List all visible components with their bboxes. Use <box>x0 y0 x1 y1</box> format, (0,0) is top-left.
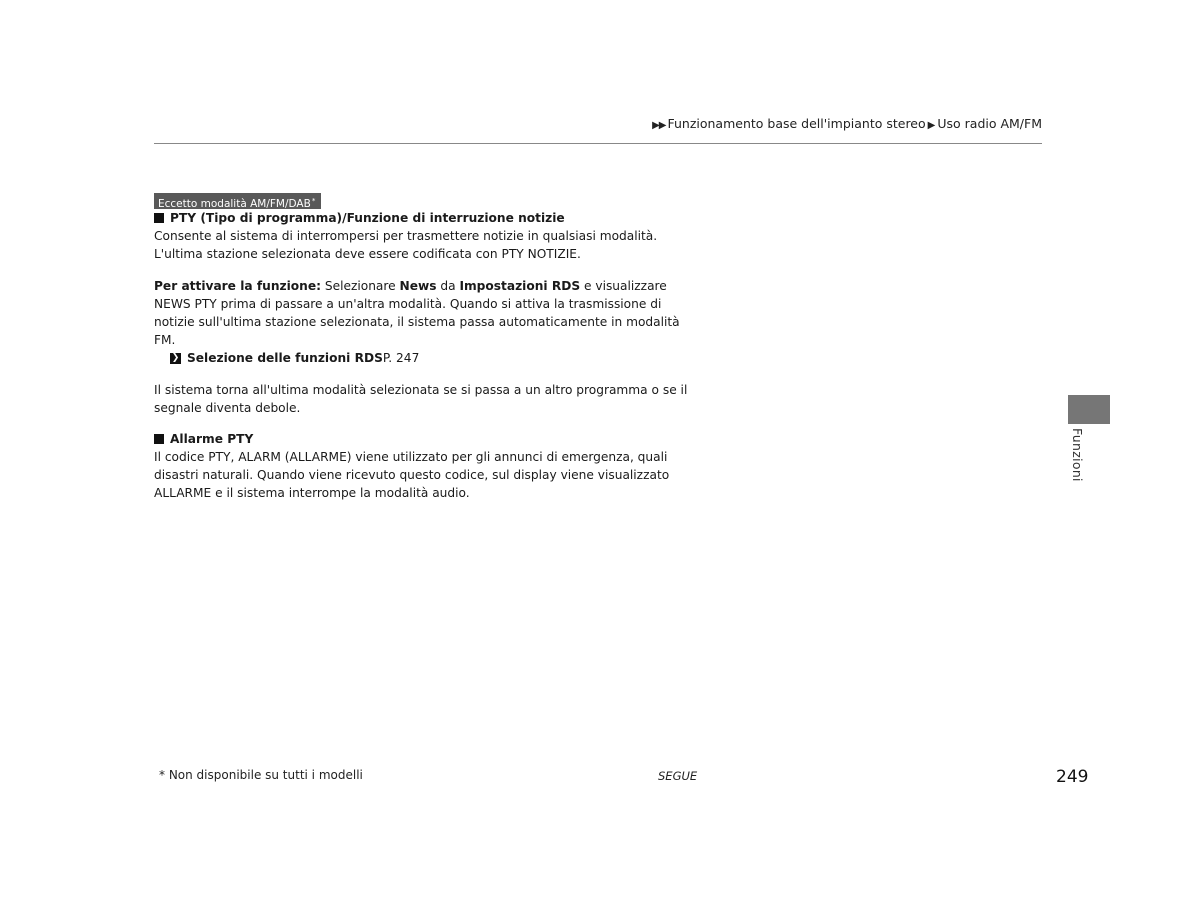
breadcrumb-section: Funzionamento base dell'impianto stereo <box>667 116 926 131</box>
square-bullet-icon <box>154 434 164 444</box>
page-number: 249 <box>1056 767 1089 787</box>
double-arrow-icon: ▶▶ <box>652 120 666 131</box>
cross-reference-link[interactable] <box>154 349 699 367</box>
cross-reference-title: Selezione delle funzioni RDS <box>187 351 383 365</box>
footnote: * Non disponibile su tutti i modelli <box>159 768 363 782</box>
rds-settings-option: Impostazioni RDS <box>459 279 581 293</box>
revert-note: Il sistema torna all'ultima modalità selezionata se si passa a un altro programma o se il segnale diventa debole. <box>154 383 688 415</box>
chapter-tab-label: Funzioni <box>1070 428 1085 482</box>
activation-label: Per attivare la funzione: <box>154 279 321 293</box>
continued-label: SEGUE <box>658 769 698 783</box>
header-divider <box>154 143 1042 144</box>
news-option: News <box>399 279 437 293</box>
activation-text-3: e visualizzare NEWS PTY prima di passare a un'altra modalità. Quando si attiva la trasmissione di notizie sull'ultima stazione selezionata, il sistema passa automaticamente in modalità FM. <box>154 279 680 347</box>
cross-reference-icon: ❯ <box>171 352 180 363</box>
mode-tag <box>154 193 321 209</box>
section-body-pty: Consente al sistema di interrompersi per trasmettere notizie in qualsiasi modalità. L'ultima stazione selezionata deve essere codificata con PTY NOTIZIE. <box>154 229 658 261</box>
breadcrumb-topic: Uso radio AM/FM <box>937 116 1042 131</box>
mode-tag-label: Eccetto modalità AM/FM/DAB <box>158 198 311 210</box>
section-heading-alarm <box>154 430 699 448</box>
breadcrumb <box>652 116 1042 131</box>
activation-paragraph <box>154 277 699 349</box>
mode-tag-marker: * <box>311 197 316 205</box>
section-title-alarm: Allarme PTY <box>170 432 254 446</box>
square-bullet-icon <box>154 213 164 223</box>
activation-text-2: da <box>436 279 460 293</box>
chapter-tab <box>1068 395 1110 424</box>
section-body-alarm: Il codice PTY, ALARM (ALLARME) viene utilizzato per gli annunci di emergenza, quali disastri naturali. Quando viene ricevuto questo codice, sul display viene visualizzato ALLARME e il sistema interrompe la modalità audio. <box>154 450 670 500</box>
cross-reference-page: P. 247 <box>382 351 420 365</box>
main-content <box>154 209 699 502</box>
activation-text-1: Selezionare <box>320 279 400 293</box>
arrow-icon: ▶ <box>927 120 936 131</box>
section-title-pty: PTY (Tipo di programma)/Funzione di interruzione notizie <box>170 211 565 225</box>
section-heading-pty <box>154 209 699 227</box>
